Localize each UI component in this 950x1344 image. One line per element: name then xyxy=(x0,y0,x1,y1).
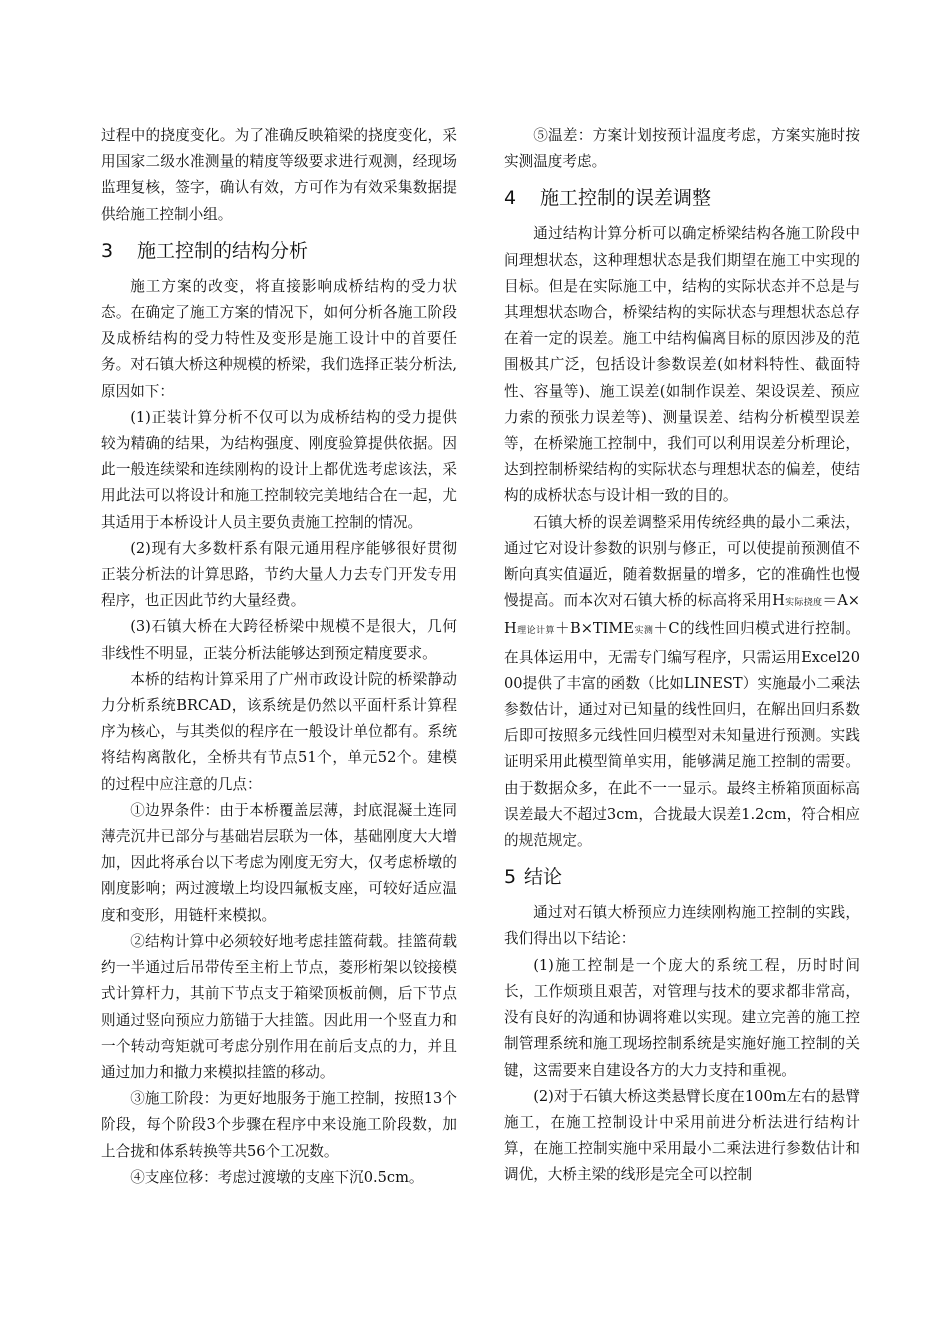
section-3-title: 施工控制的结构分析 xyxy=(137,239,309,262)
paragraph-conclusion-intro: 通过对石镇大桥预应力连续刚构施工控制的实践，我们得出以下结论： xyxy=(504,904,860,948)
paragraph-software: 本桥的结构计算采用了广州市政设计院的桥梁静动力分析系统BRCAD，该系统是仍然以平面杆系计算程序为核心，与其类似的程序在一般设计单位都有。系统将结构离散化，全桥共有节点51个，单元52个。建模的过程中应注意的几点： xyxy=(101,670,457,793)
section-5-number: 5 xyxy=(504,866,517,889)
paragraph-point-3: ③施工阶段：为更好地服务于施工控制，按照13个阶段，每个阶段3个步骤在程序中来设施工阶段数，加上合拢和体系转换等共56个工况数。 xyxy=(101,1090,457,1160)
section-5-title: 结论 xyxy=(524,866,563,889)
paragraph-continuation: 过程中的挠度变化。为了准确反映箱梁的挠度变化，采用国家二级水准测量的精度等级要求进行观测，经现场监理复核，签字，确认有效，方可作为有效采集数据提供给施工控制小组。 xyxy=(101,127,457,223)
error-2-part-c: ＋B×TIME xyxy=(554,620,635,638)
section-3-heading xyxy=(101,236,457,266)
section-3-number: 3 xyxy=(101,239,114,262)
error-2-part-b: ＝A×H xyxy=(504,592,860,638)
paragraph-point-1: ①边界条件：由于本桥覆盖层薄，封底混凝土连同薄壳沉井已部分与基础岩层联为一体，基础刚度大大增加，因此将承台以下考虑为刚度无穷大，仅考虑桥墩的刚度影响；两过渡墩上均设四氟板支座，可较好适应温度和变形，用链杆来模拟。 xyxy=(101,801,457,924)
section-5-heading xyxy=(504,862,860,892)
paragraph-point-2: ②结构计算中必须较好地考虑挂篮荷载。挂篮荷载约一半通过后吊带传至主桁上节点，菱形桁架以铰接模式计算杆力，其前下节点支于箱梁顶板前侧，后下节点则通过竖向预应力筋锚于大挂篮。因此用一个竖直力和一个转动弯矩就可考虑分别作用在前后支点的力，并且通过加力和撤力来模拟挂篮的移动。 xyxy=(101,932,457,1081)
paragraph-point-4: ④支座位移：考虑过渡墩的支座下沉0.5cm。 xyxy=(130,1168,424,1186)
subscript-measured: 实测 xyxy=(634,626,654,637)
paragraph-intro: 施工方案的改变，将直接影响成桥结构的受力状态。在确定了施工方案的情况下，如何分析各施工阶段及成桥结构的受力特性及变形是施工设计中的首要任务。对石镇大桥这种规模的桥梁，我们选择正装分析法,原因如下： xyxy=(101,277,457,400)
section-4-number: 4 xyxy=(504,187,517,210)
paragraph-reason-3: (3)石镇大桥在大跨径桥梁中规模不是很大，几何非线性不明显，正装分析法能够达到预定精度要求。 xyxy=(101,618,457,662)
subscript-theoretical: 理论计算 xyxy=(516,626,555,637)
error-2-part-d: ＋C的线性回归模式进行控制。在具体运用中，无需专门编写程序，只需运用Excel2000提供了丰富的函数（比如LINEST）实施最小二乘法参数估计，通过对已知量的线性回归，在解出回归系数后即可按照多元线性回归模型对未知量进行预测。实践证明采用此模型简单实用，能够满足施工控制的需要。由于数据众多，在此不一一显示。最终主桥箱顶面标高误差最大不超过3cm，合拢最大误差1.2cm，符合相应的规范规定。 xyxy=(504,620,860,850)
section-4-heading xyxy=(504,183,860,213)
paragraph-conclusion-2: (2)对于石镇大桥这类悬臂长度在100m左右的悬臂施工，在施工控制设计中采用前进分析法进行结构计算，在施工控制实施中采用最小二乘法进行参数估计和调优，大桥主梁的线形是完全可以控制 xyxy=(504,1087,860,1184)
right-column xyxy=(504,123,860,1189)
paragraph-reason-2: (2)现有大多数杆系有限元通用程序能够很好贯彻正装分析法的计算思路，节约大量人力去专门开发专用程序，也正因此节约大量经费。 xyxy=(101,539,457,610)
paragraph-error-1: 通过结构计算分析可以确定桥梁结构各施工阶段中间理想状态，这种理想状态是我们期望在施工中实现的目标。但是在实际施工中，结构的实际状态并不总是与其理想状态吻合，桥梁结构的实际状态与理想状态总存在着一定的误差。施工中结构偏离目标的原因涉及的范围极其广泛，包括设计参数误差(如材料特性、截面特性、容量等)、施工误差(如制作误差、架设误差、预应力索的预张力误差等)、测量误差、结构分析模型误差等，在桥梁施工控制中，我们可以利用误差分析理论，达到控制桥梁结构的实际状态与理想状态的偏差，使结构的成桥状态与设计相一致的目的。 xyxy=(504,225,860,505)
paragraph-point-5: ⑤温差：方案计划按预计温度考虑，方案实施时按实测温度考虑。 xyxy=(504,127,860,171)
subscript-actual-deflection: 实际挠度 xyxy=(784,598,823,609)
paragraph-conclusion-1: (1)施工控制是一个庞大的系统工程，历时时间长，工作烦琐且艰苦，对管理与技术的要求都非常高，没有良好的沟通和协调将难以实现。建立完善的施工控制管理系统和施工现场控制系统是实施好施工控制的关键，这需要来自建设各方的大力支持和重视。 xyxy=(504,956,860,1079)
section-4-title: 施工控制的误差调整 xyxy=(540,187,712,210)
paragraph-error-2 xyxy=(504,510,860,855)
error-2-part-a: 石镇大桥的误差调整采用传统经典的最小二乘法，通过它对设计参数的识别与修正，可以使提前预测值不断向真实值逼近，随着数据量的增多，它的准确性也慢慢提高。而本次对石镇大桥的标高将采用H xyxy=(504,513,860,610)
left-column xyxy=(101,123,457,1191)
paragraph-reason-1: (1)正装计算分析不仅可以为成桥结构的受力提供较为精确的结果，为结构强度、刚度验算提供依据。因此一般连续梁和连续刚构的设计上都优选考虑该法，采用此法可以将设计和施工控制较完美地结合在一起，尤其适用于本桥设计人员主要负责施工控制的情况。 xyxy=(101,408,457,531)
